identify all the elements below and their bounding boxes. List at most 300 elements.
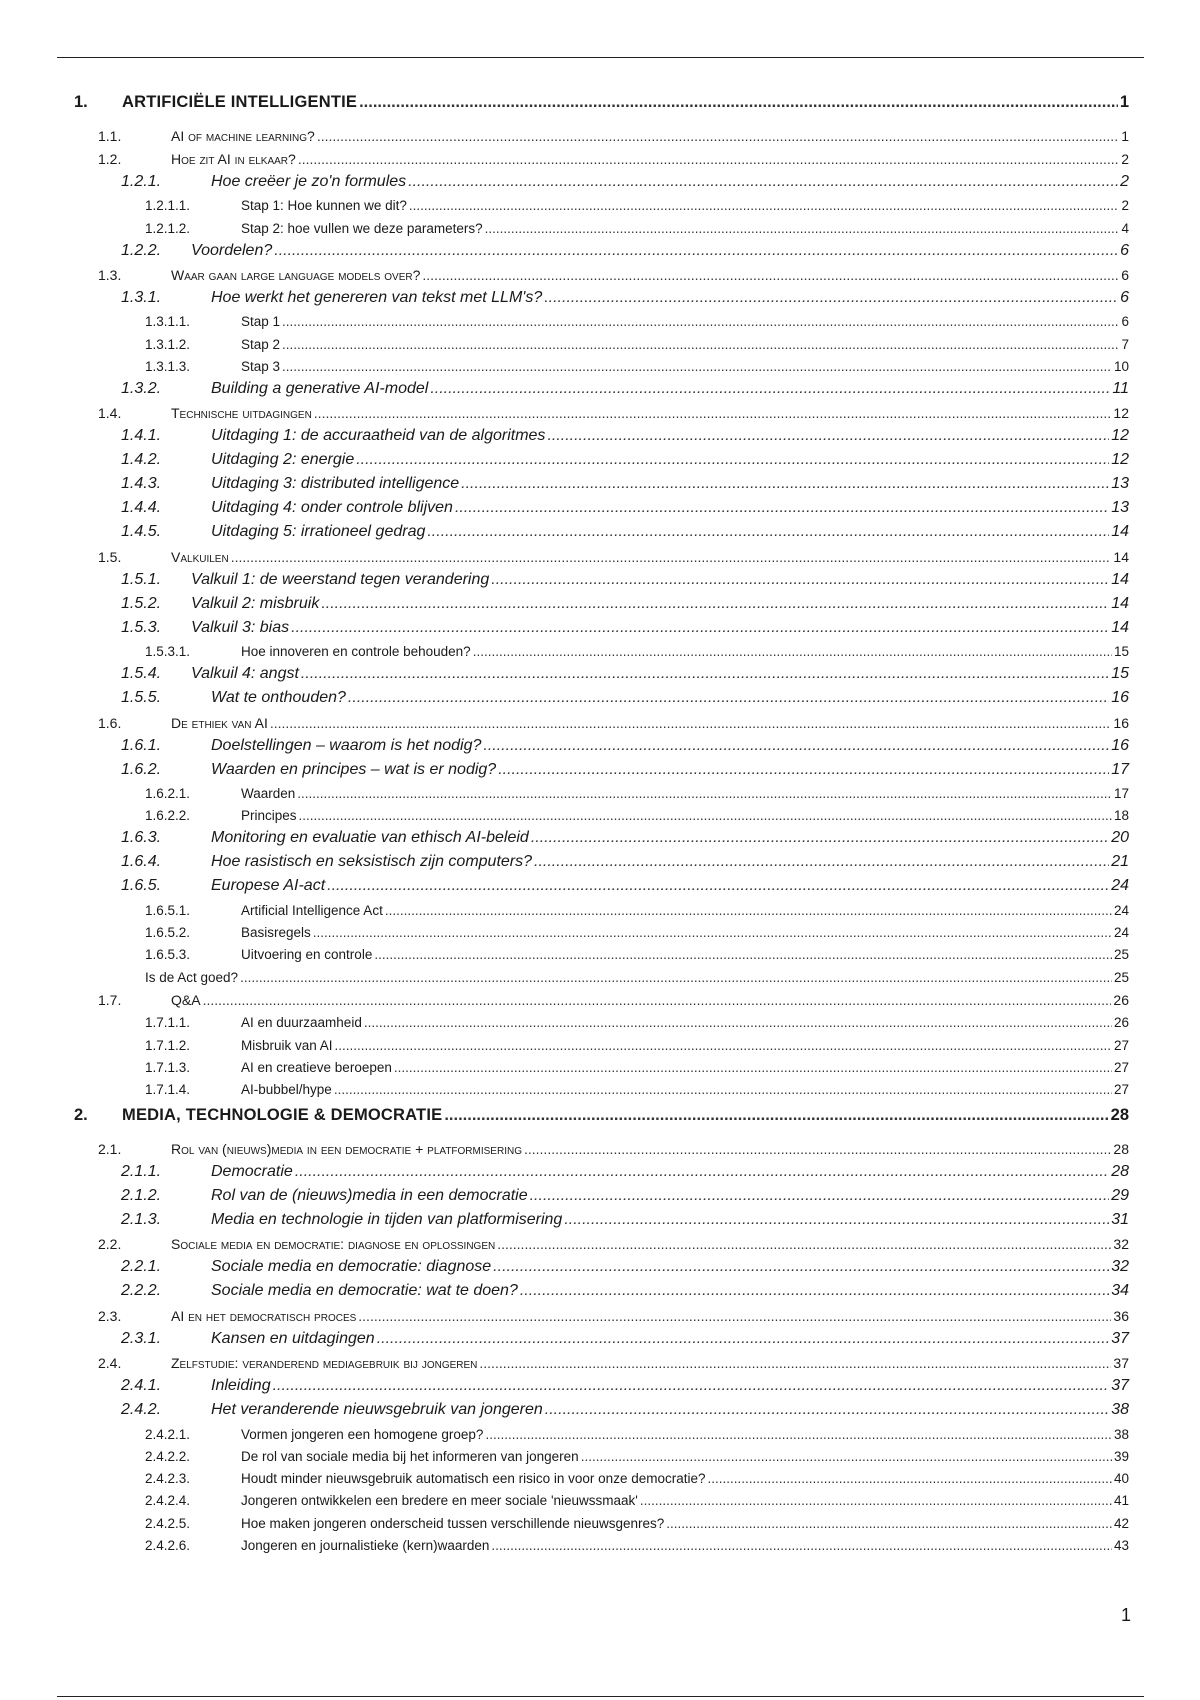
toc-entry[interactable] xyxy=(57,589,1129,613)
toc-dot-leader xyxy=(534,853,1109,871)
toc-entry-number: 2.2.1. xyxy=(121,1258,162,1276)
toc-entry-number: 1.7.1.3. xyxy=(145,1059,191,1075)
toc-dot-leader xyxy=(485,1427,1112,1442)
toc-entry[interactable] xyxy=(57,962,1129,984)
toc-entry[interactable] xyxy=(57,1276,1129,1300)
toc-entry[interactable] xyxy=(57,1300,1129,1324)
toc-entry-page: 26 xyxy=(1113,992,1129,1009)
toc-entry[interactable] xyxy=(57,731,1129,755)
toc-entry[interactable] xyxy=(57,801,1129,823)
toc-entry-title: Sociale media en democratie: diagnose xyxy=(211,1258,492,1276)
toc-entry-title: Valkuil 4: angst xyxy=(191,665,299,683)
toc-dot-leader xyxy=(461,475,1109,493)
toc-entry-title: Misbruik van AI xyxy=(241,1037,333,1053)
toc-entry-number: 1.6.1. xyxy=(121,736,162,754)
toc-entry-title: Hoe rasistisch en seksistisch zijn computers? xyxy=(211,853,533,871)
toc-entry-number: 2.4.2. xyxy=(121,1401,162,1419)
toc-entry-page: 34 xyxy=(1111,1282,1129,1300)
toc-entry-page: 15 xyxy=(1111,665,1129,683)
toc-entry-title: De rol van sociale media bij het informeren van jongeren xyxy=(241,1448,579,1464)
toc-entry-title: MEDIA, TECHNOLOGIE & DEMOCRATIE xyxy=(122,1106,443,1125)
toc-entry[interactable] xyxy=(57,1324,1129,1348)
toc-entry-number: 1.4. xyxy=(98,405,122,422)
toc-dot-leader xyxy=(348,689,1109,707)
toc-entry[interactable] xyxy=(57,1229,1129,1253)
toc-entry-page: 27 xyxy=(1113,1082,1129,1098)
toc-dot-leader xyxy=(493,1258,1109,1276)
toc-entry-number: 2.4.2.6. xyxy=(145,1538,191,1554)
toc-entry-page: 36 xyxy=(1113,1307,1129,1324)
toc-entry-title: Basisregels xyxy=(241,924,311,940)
toc-entry-number: 1.7.1.1. xyxy=(145,1015,191,1031)
toc-entry-title: Uitdaging 5: irrationeel gedrag xyxy=(211,523,426,541)
toc-dot-leader xyxy=(491,1538,1112,1553)
toc-entry-number: 2.4. xyxy=(98,1355,122,1372)
toc-entry[interactable] xyxy=(57,236,1129,260)
toc-entry-page: 26 xyxy=(1113,1015,1129,1031)
toc-entry[interactable] xyxy=(57,1157,1129,1181)
toc-dot-leader xyxy=(524,1141,1111,1157)
toc-entry-title: Uitvoering en controle xyxy=(241,947,373,963)
toc-dot-leader xyxy=(408,173,1118,191)
toc-dot-leader xyxy=(282,337,1119,352)
toc-entry[interactable] xyxy=(57,1101,1129,1125)
toc-entry-page: 14 xyxy=(1111,570,1129,588)
footer-rule xyxy=(57,1696,1144,1697)
toc-entry[interactable] xyxy=(57,1531,1129,1553)
toc-dot-leader xyxy=(377,1330,1110,1348)
toc-entry-title: Stap 2: hoe vullen we deze parameters? xyxy=(241,220,483,236)
toc-dot-leader xyxy=(564,1211,1109,1229)
toc-entry-page: 27 xyxy=(1113,1037,1129,1053)
toc-entry-title: AI of machine learning? xyxy=(171,127,315,144)
toc-entry-number: 2.2. xyxy=(98,1236,122,1253)
toc-entry-page: 17 xyxy=(1111,760,1129,778)
toc-entry[interactable] xyxy=(57,1075,1129,1097)
toc-entry-title: Valkuil 1: de weerstand tegen verandering xyxy=(191,570,490,588)
toc-entry-page: 41 xyxy=(1113,1493,1129,1509)
toc-entry-page: 1 xyxy=(1121,127,1129,144)
toc-entry-title: Valkuilen xyxy=(171,548,229,565)
toc-entry-title: De ethiek van AI xyxy=(171,714,268,731)
toc-entry[interactable] xyxy=(57,1030,1129,1052)
toc-entry-title: Hoe creëer je zo'n formules xyxy=(211,173,407,190)
toc-dot-leader xyxy=(497,1236,1111,1252)
toc-entry-title: Kansen en uitdagingen xyxy=(211,1329,375,1347)
toc-entry-number: 1.6.5.3. xyxy=(145,947,191,963)
toc-entry-title: Hoe maken jongeren onderscheid tussen verschillende nieuwsgenres? xyxy=(241,1515,665,1531)
table-of-contents xyxy=(57,84,1129,1553)
toc-entry-title: Wat te onthouden? xyxy=(211,689,346,707)
toc-dot-leader xyxy=(385,903,1112,918)
toc-entry[interactable] xyxy=(57,637,1129,659)
toc-entry[interactable] xyxy=(57,493,1129,517)
toc-entry-page: 24 xyxy=(1111,877,1129,895)
toc-entry-title: Waarden xyxy=(241,786,296,802)
toc-entry-number: 1.6.4. xyxy=(121,853,162,871)
toc-entry[interactable] xyxy=(57,1486,1129,1508)
toc-entry[interactable] xyxy=(57,283,1129,307)
toc-entry-page: 14 xyxy=(1111,618,1129,636)
toc-entry-number: 1.2.1.1. xyxy=(145,198,191,214)
toc-dot-leader xyxy=(313,925,1112,940)
toc-entry-title: Is de Act goed? xyxy=(145,969,239,985)
toc-entry[interactable] xyxy=(57,517,1129,541)
toc-entry[interactable] xyxy=(57,659,1129,683)
toc-entry-number: 2.1. xyxy=(98,1140,122,1157)
toc-dot-leader xyxy=(282,314,1119,329)
toc-dot-leader xyxy=(531,829,1109,847)
toc-entry-number: 2.4.2.2. xyxy=(145,1448,191,1464)
toc-entry-page: 37 xyxy=(1111,1377,1129,1395)
toc-entry-page: 38 xyxy=(1113,1426,1129,1442)
toc-entry-page: 25 xyxy=(1113,947,1129,963)
toc-entry-number: 1.6.2.2. xyxy=(145,808,191,824)
toc-dot-leader xyxy=(547,427,1109,445)
toc-entry[interactable] xyxy=(57,1348,1129,1372)
toc-entry[interactable] xyxy=(57,445,1129,469)
toc-entry-page: 17 xyxy=(1113,786,1129,802)
toc-entry[interactable] xyxy=(57,565,1129,589)
toc-entry-page: 2 xyxy=(1121,198,1129,214)
toc-entry-number: 1.7.1.2. xyxy=(145,1037,191,1053)
toc-entry[interactable] xyxy=(57,1395,1129,1419)
toc-entry-page: 15 xyxy=(1113,644,1129,660)
toc-dot-leader xyxy=(666,1516,1112,1531)
toc-entry-number: 1.3.1.1. xyxy=(145,314,191,330)
toc-entry-title: Europese AI-act xyxy=(211,877,326,895)
toc-entry-page: 28 xyxy=(1110,1106,1129,1125)
toc-entry-title: Hoe zit AI in elkaar? xyxy=(171,151,296,167)
toc-dot-leader xyxy=(364,1015,1112,1030)
toc-entry-page: 2 xyxy=(1120,173,1129,190)
toc-entry-page: 6 xyxy=(1121,314,1129,330)
toc-dot-leader xyxy=(231,549,1112,565)
toc-entry-title: Waar gaan large language models over? xyxy=(171,267,421,284)
toc-entry[interactable] xyxy=(57,823,1129,847)
toc-dot-leader xyxy=(530,1187,1110,1205)
toc-dot-leader xyxy=(299,808,1112,823)
toc-entry[interactable] xyxy=(57,755,1129,779)
toc-entry-title: Technische uitdagingen xyxy=(171,405,312,422)
toc-dot-leader xyxy=(640,1493,1112,1508)
toc-entry-title: Media en technologie in tijden van platformisering xyxy=(211,1210,563,1228)
toc-dot-leader xyxy=(520,1282,1109,1300)
toc-entry-number: 1.6.5. xyxy=(121,877,162,895)
toc-entry[interactable] xyxy=(57,191,1129,213)
toc-entry-page: 29 xyxy=(1111,1186,1129,1204)
toc-entry-page: 31 xyxy=(1111,1210,1129,1228)
toc-entry-title: Hoe innoveren en controle behouden? xyxy=(241,644,471,660)
toc-entry-title: Rol van (nieuws)media in een democratie + platformisering xyxy=(171,1140,522,1157)
toc-entry[interactable] xyxy=(57,144,1129,168)
toc-entry-page: 27 xyxy=(1113,1059,1129,1075)
toc-dot-leader xyxy=(708,1471,1112,1486)
toc-entry-title: Zelfstudie: veranderend mediagebruik bij jongeren xyxy=(171,1355,478,1372)
toc-entry-page: 11 xyxy=(1112,379,1129,397)
toc-dot-leader xyxy=(291,619,1109,637)
toc-entry-page: 6 xyxy=(1121,267,1129,284)
toc-entry-number: 2.3. xyxy=(98,1307,122,1324)
toc-entry[interactable] xyxy=(57,1508,1129,1530)
toc-entry-page: 42 xyxy=(1113,1515,1129,1531)
toc-dot-leader xyxy=(498,761,1109,779)
toc-entry[interactable] xyxy=(57,213,1129,235)
toc-entry-number: 1.5.1. xyxy=(121,570,162,588)
toc-entry-page: 10 xyxy=(1113,358,1129,374)
toc-entry-page: 37 xyxy=(1113,1355,1129,1372)
toc-entry-title: Q&A xyxy=(171,992,201,1009)
toc-entry-number: 1.7.1.4. xyxy=(145,1082,191,1098)
toc-entry-page: 16 xyxy=(1111,689,1129,707)
toc-entry-title: AI en het democratisch proces xyxy=(171,1307,357,1324)
toc-entry[interactable] xyxy=(57,1371,1129,1395)
toc-entry-page: 14 xyxy=(1111,523,1129,541)
toc-dot-leader xyxy=(327,877,1109,895)
toc-entry[interactable] xyxy=(57,1053,1129,1075)
toc-entry-number: 2.2.2. xyxy=(121,1282,162,1300)
toc-entry-page: 14 xyxy=(1111,594,1129,612)
toc-entry-title: ARTIFICIËLE INTELLIGENTIE xyxy=(122,93,358,111)
toc-entry-title: Hoe werkt het genereren van tekst met LLM's? xyxy=(211,289,543,307)
toc-entry-title: AI-bubbel/hype xyxy=(241,1082,332,1098)
toc-entry-page: 1 xyxy=(1119,93,1129,111)
toc-entry-number: 1.4.5. xyxy=(121,523,162,541)
toc-entry-number: 1.5.3.1. xyxy=(145,644,191,660)
toc-entry[interactable] xyxy=(57,895,1129,917)
toc-entry-title: Valkuil 3: bias xyxy=(191,618,290,636)
toc-entry-number: 2.1.3. xyxy=(121,1210,162,1228)
toc-dot-leader xyxy=(274,242,1118,260)
header-rule xyxy=(57,57,1144,58)
toc-entry-number: 1.5.5. xyxy=(121,689,162,707)
toc-entry-title: Inleiding xyxy=(211,1377,271,1395)
toc-entry-page: 37 xyxy=(1111,1329,1129,1347)
toc-dot-leader xyxy=(581,1449,1112,1464)
toc-entry-number: 1.6.2.1. xyxy=(145,786,191,802)
toc-entry-number: 1.1. xyxy=(98,127,122,144)
toc-dot-leader xyxy=(473,644,1112,659)
toc-entry-title: Uitdaging 3: distributed intelligence xyxy=(211,475,460,493)
toc-entry-title: Voordelen? xyxy=(191,241,273,259)
toc-entry[interactable] xyxy=(57,707,1129,731)
toc-entry-number: 1.6.5.2. xyxy=(145,924,191,940)
toc-entry-title: Houdt minder nieuwsgebruik automatisch een risico in voor onze democratie? xyxy=(241,1471,706,1487)
toc-entry-title: Artificial Intelligence Act xyxy=(241,902,383,918)
toc-dot-leader xyxy=(394,1060,1112,1075)
toc-entry-number: 2.1.1. xyxy=(121,1162,162,1180)
toc-entry-page: 25 xyxy=(1113,969,1129,985)
toc-entry-number: 2.4.1. xyxy=(121,1377,162,1395)
toc-entry-page: 28 xyxy=(1111,1162,1129,1180)
toc-dot-leader xyxy=(335,1038,1112,1053)
toc-dot-leader xyxy=(491,571,1109,589)
toc-entry-title: Doelstellingen – waarom is het nodig? xyxy=(211,736,482,754)
toc-entry[interactable] xyxy=(57,1008,1129,1030)
toc-entry-title: Vormen jongeren een homogene groep? xyxy=(241,1426,484,1442)
toc-dot-leader xyxy=(317,128,1119,144)
toc-entry[interactable] xyxy=(57,1252,1129,1276)
toc-entry[interactable] xyxy=(57,1464,1129,1486)
toc-entry-title: Uitdaging 2: energie xyxy=(211,451,355,469)
toc-dot-leader xyxy=(374,947,1112,962)
toc-dot-leader xyxy=(270,715,1112,731)
toc-entry-page: 2 xyxy=(1121,151,1129,167)
toc-entry-title: Valkuil 2: misbruik xyxy=(191,594,320,612)
toc-entry-title: Monitoring en evaluatie van ethisch AI-beleid xyxy=(211,829,529,847)
toc-entry[interactable] xyxy=(57,1205,1129,1229)
toc-entry[interactable] xyxy=(57,1442,1129,1464)
toc-entry-page: 12 xyxy=(1111,427,1129,445)
toc-dot-leader xyxy=(422,267,1119,283)
toc-entry-page: 24 xyxy=(1113,924,1129,940)
toc-entry-number: 1.3.2. xyxy=(121,379,162,397)
toc-entry-number: 1.3. xyxy=(98,267,122,284)
toc-entry[interactable] xyxy=(57,918,1129,940)
toc-entry-title: Sociale media en democratie: wat te doen? xyxy=(211,1282,518,1300)
toc-entry-title: Stap 2 xyxy=(241,336,281,352)
toc-entry-title: Uitdaging 1: de accuraatheid van de algoritmes xyxy=(211,427,546,445)
toc-entry-title: Jongeren ontwikkelen een bredere en meer sociale 'nieuwssmaak' xyxy=(241,1493,638,1509)
toc-entry-page: 20 xyxy=(1111,829,1129,847)
toc-entry-title: Het veranderende nieuwsgebruik van jongeren xyxy=(211,1401,543,1419)
toc-entry-page: 7 xyxy=(1121,336,1129,352)
toc-entry[interactable] xyxy=(57,1419,1129,1441)
toc-entry-page: 4 xyxy=(1121,220,1129,236)
toc-entry-number: 1.2.1.2. xyxy=(145,220,191,236)
toc-entry-page: 14 xyxy=(1113,548,1129,565)
toc-entry-title: Building a generative AI-model xyxy=(211,379,429,397)
toc-entry-number: 2.4.2.1. xyxy=(145,1426,191,1442)
toc-entry-title: Stap 3 xyxy=(241,358,281,374)
toc-entry-number: 1.5.2. xyxy=(121,594,162,612)
toc-dot-leader xyxy=(358,1308,1111,1324)
toc-entry[interactable] xyxy=(57,374,1129,398)
toc-entry-number: 1.2.2. xyxy=(121,241,162,259)
toc-entry-number: 1.5.4. xyxy=(121,665,162,683)
toc-entry[interactable] xyxy=(57,1181,1129,1205)
toc-entry-number: 2.4.2.3. xyxy=(145,1471,191,1487)
toc-entry-page: 32 xyxy=(1113,1236,1129,1253)
toc-dot-leader xyxy=(544,289,1118,307)
toc-entry-number: 1.7. xyxy=(98,992,122,1009)
toc-entry[interactable] xyxy=(57,779,1129,801)
toc-dot-leader xyxy=(359,93,1118,112)
toc-entry-title: Waarden en principes – wat is er nodig? xyxy=(211,760,497,778)
toc-entry[interactable] xyxy=(57,541,1129,565)
toc-dot-leader xyxy=(483,737,1109,755)
page-number: 1 xyxy=(1120,1605,1131,1625)
toc-entry-page: 43 xyxy=(1113,1538,1129,1554)
toc-entry-number: 1.6.2. xyxy=(121,760,162,778)
toc-entry[interactable] xyxy=(57,421,1129,445)
toc-entry-number: 1.4.1. xyxy=(121,427,162,445)
toc-entry[interactable] xyxy=(57,613,1129,637)
toc-entry-number: 2.3.1. xyxy=(121,1329,162,1347)
toc-entry-title: AI en duurzaamheid xyxy=(241,1015,362,1031)
toc-entry-title: Stap 1: Hoe kunnen we dit? xyxy=(241,198,407,214)
toc-entry-number: 1. xyxy=(74,93,88,111)
toc-dot-leader xyxy=(334,1082,1112,1097)
toc-entry-number: 1.4.3. xyxy=(121,475,162,493)
toc-entry-page: 6 xyxy=(1120,241,1129,259)
toc-dot-leader xyxy=(455,499,1109,517)
toc-dot-leader xyxy=(240,970,1112,985)
toc-entry[interactable] xyxy=(57,985,1129,1009)
toc-entry-page: 21 xyxy=(1111,853,1129,871)
toc-entry-title: Rol van de (nieuws)media in een democratie xyxy=(211,1186,528,1204)
toc-entry-page: 16 xyxy=(1111,736,1129,754)
toc-entry[interactable] xyxy=(57,307,1129,329)
toc-dot-leader xyxy=(479,1355,1111,1371)
toc-entry-number: 1.5.3. xyxy=(121,618,162,636)
toc-entry-page: 39 xyxy=(1113,1448,1129,1464)
toc-entry[interactable] xyxy=(57,352,1129,374)
toc-entry-title: Principes xyxy=(241,808,297,824)
toc-dot-leader xyxy=(444,1106,1108,1125)
toc-entry-page: 28 xyxy=(1113,1140,1129,1157)
toc-entry-number: 1.3.1.3. xyxy=(145,358,191,374)
toc-dot-leader xyxy=(301,665,1109,683)
toc-entry-number: 1.6. xyxy=(98,714,122,731)
toc-entry[interactable] xyxy=(57,683,1129,707)
toc-dot-leader xyxy=(295,1163,1109,1181)
toc-entry-number: 1.6.5.1. xyxy=(145,902,191,918)
toc-entry[interactable] xyxy=(57,329,1129,351)
toc-entry-page: 12 xyxy=(1111,451,1129,469)
toc-dot-leader xyxy=(203,992,1112,1008)
toc-entry-title: Uitdaging 4: onder controle blijven xyxy=(211,499,453,517)
toc-entry[interactable] xyxy=(57,88,1129,112)
toc-dot-leader xyxy=(298,151,1119,167)
toc-entry[interactable] xyxy=(57,120,1129,144)
toc-entry-number: 1.2. xyxy=(98,151,122,167)
toc-entry-page: 24 xyxy=(1113,902,1129,918)
toc-entry[interactable] xyxy=(57,260,1129,284)
toc-entry-number: 2.4.2.5. xyxy=(145,1515,191,1531)
toc-entry-number: 1.5. xyxy=(98,548,122,565)
toc-entry-number: 1.4.4. xyxy=(121,499,162,517)
toc-entry[interactable] xyxy=(57,1133,1129,1157)
toc-entry-number: 2.4.2.4. xyxy=(145,1493,191,1509)
toc-entry-page: 12 xyxy=(1113,405,1129,422)
toc-dot-leader xyxy=(282,359,1112,374)
toc-entry-page: 38 xyxy=(1111,1401,1129,1419)
toc-entry-number: 1.4.2. xyxy=(121,451,162,469)
toc-entry[interactable] xyxy=(57,871,1129,895)
toc-entry[interactable] xyxy=(57,847,1129,871)
toc-entry[interactable] xyxy=(57,398,1129,422)
toc-entry[interactable] xyxy=(57,167,1129,191)
toc-dot-leader xyxy=(321,595,1109,613)
toc-dot-leader xyxy=(545,1401,1109,1419)
toc-entry-title: Jongeren en journalistieke (kern)waarden xyxy=(241,1538,490,1554)
toc-entry-number: 1.3.1. xyxy=(121,289,162,307)
toc-entry-title: Stap 1 xyxy=(241,314,281,330)
toc-entry-number: 2. xyxy=(74,1106,88,1125)
toc-entry[interactable] xyxy=(57,940,1129,962)
toc-entry-title: AI en creatieve beroepen xyxy=(241,1059,392,1075)
toc-dot-leader xyxy=(273,1377,1110,1395)
toc-entry-title: Democratie xyxy=(211,1162,293,1180)
toc-entry-page: 16 xyxy=(1113,714,1129,731)
toc-entry[interactable] xyxy=(57,469,1129,493)
toc-entry-page: 13 xyxy=(1111,499,1129,517)
toc-dot-leader xyxy=(485,221,1120,236)
toc-dot-leader xyxy=(356,451,1109,469)
toc-entry-page: 18 xyxy=(1113,808,1129,824)
toc-dot-leader xyxy=(430,380,1110,398)
